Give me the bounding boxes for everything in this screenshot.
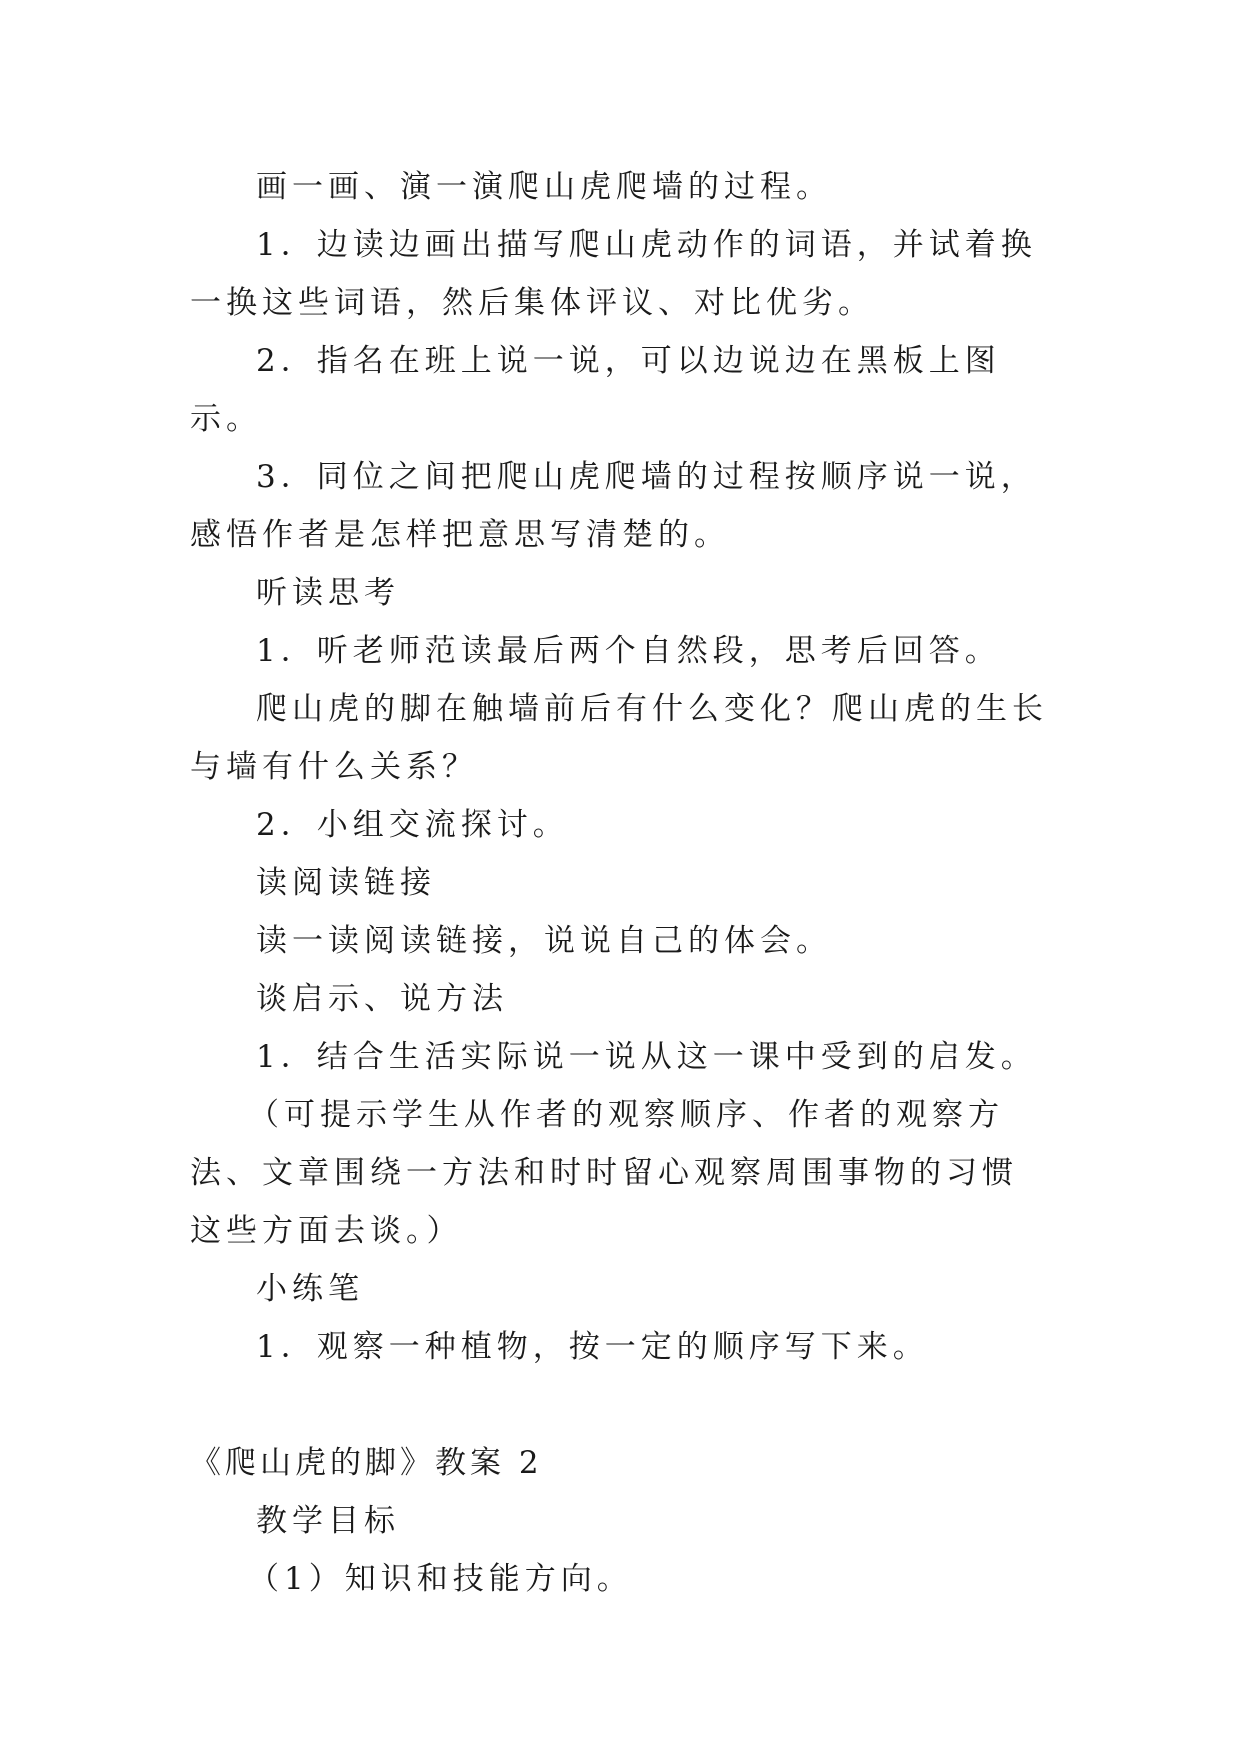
paragraph: 读一读阅读链接，说说自己的体会。 <box>256 923 832 959</box>
paragraph: 2．小组交流探讨。 <box>256 807 569 843</box>
paragraph: 1．观察一种植物，按一定的顺序写下来。 <box>256 1329 929 1365</box>
heading-practice: 小练笔 <box>256 1271 364 1307</box>
heading-reading-link: 读阅读链接 <box>256 865 436 901</box>
paragraph: 3．同位之间把爬山虎爬墙的过程按顺序说一说，感悟作者是怎样把意思写清楚的。 <box>190 459 1037 553</box>
document-body <box>190 158 1050 1608</box>
paragraph: 1．听老师范读最后两个自然段，思考后回答。 <box>256 633 1001 669</box>
paragraph: （可提示学生从作者的观察顺序、作者的观察方法、文章围绕一方法和时时留心观察周围事物的习惯这些方面去谈。） <box>190 1097 1018 1249</box>
paragraph: 爬山虎的脚在触墙前后有什么变化？爬山虎的生长与墙有什么关系？ <box>190 691 1048 785</box>
paragraph: 1．边读边画出描写爬山虎动作的词语，并试着换一换这些词语，然后集体评议、对比优劣。 <box>190 227 1037 321</box>
blank-line <box>190 1376 1050 1434</box>
paragraph: 2．指名在班上说一说，可以边说边在黑板上图示。 <box>190 343 1001 437</box>
heading-listen-think: 听读思考 <box>256 575 400 611</box>
heading-teaching-goals: 教学目标 <box>256 1503 400 1539</box>
heading-inspiration: 谈启示、说方法 <box>256 981 508 1017</box>
paragraph: （1）知识和技能方向。 <box>248 1561 633 1597</box>
paragraph: 画一画、演一演爬山虎爬墙的过程。 <box>256 169 832 205</box>
paragraph: 1．结合生活实际说一说从这一课中受到的启发。 <box>256 1039 1037 1075</box>
section-title: 《爬山虎的脚》教案 2 <box>190 1445 543 1481</box>
